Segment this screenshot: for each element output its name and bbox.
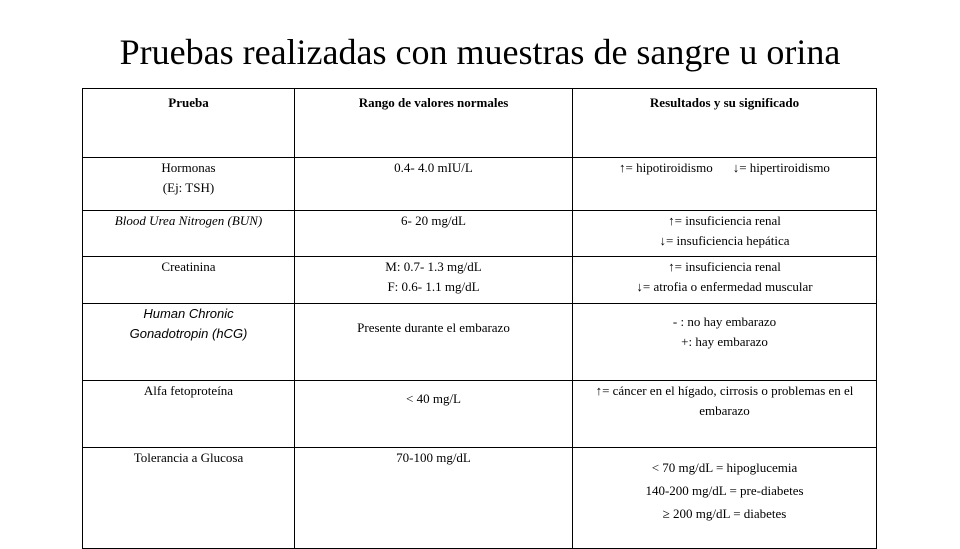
table-row: [83, 211, 877, 257]
prueba-cell: [83, 257, 295, 304]
table-row: [83, 304, 877, 381]
rango-cell: [295, 158, 573, 211]
rango-cell: [295, 304, 573, 381]
rango-cell: [295, 257, 573, 304]
resultados-text: +: hay embarazo: [681, 334, 768, 349]
prueba-text: Human Chronic: [143, 306, 234, 321]
slide-title: Pruebas realizadas con muestras de sangre u orina: [119, 32, 841, 72]
resultados-cell: [573, 257, 877, 304]
resultados-cell: [573, 211, 877, 257]
resultados-text: ↑= hipotiroidismo: [619, 160, 713, 175]
resultados-text: ↑= insuficiencia renal: [668, 259, 781, 274]
header-resultados: Resultados y su significado: [573, 89, 877, 158]
table-row: [83, 257, 877, 304]
resultados-text: ↑= cáncer en el hígado, cirrosis o problemas en el embarazo: [595, 383, 854, 418]
rango-text: 6- 20 mg/dL: [401, 213, 466, 228]
prueba-text: Hormonas: [161, 160, 216, 175]
resultados-text: - : no hay embarazo: [672, 314, 777, 329]
rango-text: F: 0.6- 1.1 mg/dL: [387, 279, 480, 294]
rango-text: M: 0.7- 1.3 mg/dL: [385, 259, 482, 274]
rango-text: 0.4- 4.0 mIU/L: [394, 160, 473, 175]
resultados-text: ↓= insuficiencia hepática: [659, 233, 790, 248]
resultados-cell: [573, 304, 877, 381]
resultados-text: 140-200 mg/dL = pre-diabetes: [645, 483, 804, 498]
prueba-text: Creatinina: [161, 259, 216, 274]
rango-cell: [295, 381, 573, 448]
rango-cell: [295, 448, 573, 549]
resultados-cell: [573, 448, 877, 549]
table-row: [83, 448, 877, 549]
results-table: [82, 88, 877, 549]
prueba-text: Blood Urea Nitrogen (BUN): [114, 213, 263, 228]
header-prueba: Prueba: [83, 89, 295, 158]
prueba-text: Tolerancia a Glucosa: [133, 450, 244, 465]
prueba-cell: [83, 448, 295, 549]
rango-text: Presente durante el embarazo: [357, 320, 510, 335]
prueba-text: Alfa fetoproteína: [143, 383, 234, 398]
table-row: [83, 158, 877, 211]
prueba-cell: [83, 304, 295, 381]
prueba-text: Gonadotropin (hCG): [129, 326, 248, 341]
resultados-cell: [573, 158, 877, 211]
table-row: [83, 381, 877, 448]
prueba-cell: [83, 211, 295, 257]
rango-cell: [295, 211, 573, 257]
header-row: [83, 89, 877, 158]
rango-text: 70-100 mg/dL: [396, 450, 471, 465]
prueba-text: (Ej: TSH): [162, 180, 215, 195]
header-rango: Rango de valores normales: [295, 89, 573, 158]
resultados-text: < 70 mg/dL = hipoglucemia: [651, 460, 798, 475]
resultados-cell: [573, 381, 877, 448]
rango-text: < 40 mg/L: [406, 391, 461, 406]
resultados-text: ↑= insuficiencia renal: [668, 213, 781, 228]
prueba-cell: [83, 381, 295, 448]
resultados-text: ↓= atrofia o enfermedad muscular: [636, 279, 813, 294]
resultados-text: ≥ 200 mg/dL = diabetes: [662, 506, 787, 521]
prueba-cell: [83, 158, 295, 211]
resultados-text: ↓= hipertiroidismo: [732, 160, 830, 175]
